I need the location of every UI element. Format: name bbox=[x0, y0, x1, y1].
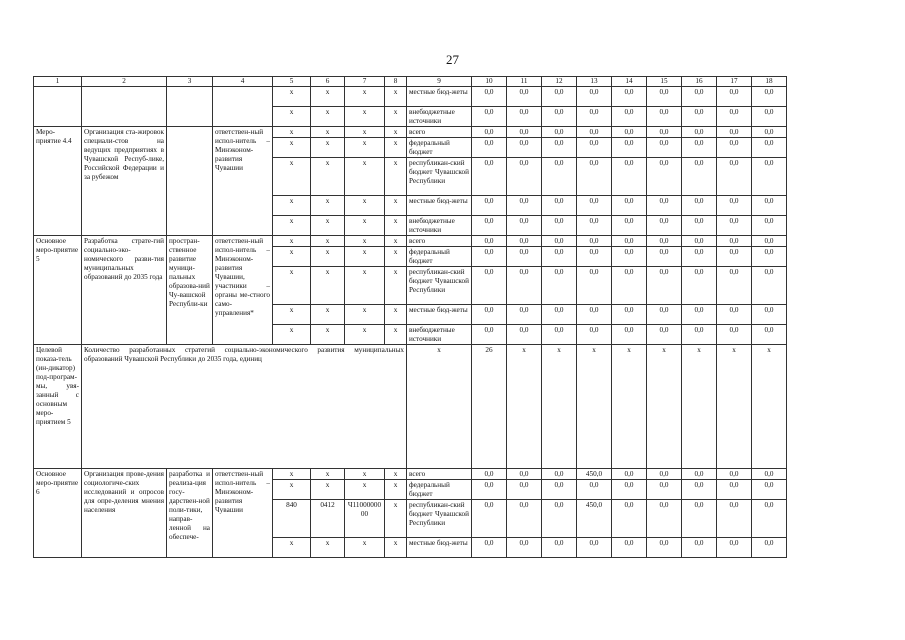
budget-code-type: x bbox=[385, 196, 407, 216]
funding-source: всего bbox=[407, 127, 472, 138]
column-number-row bbox=[34, 77, 787, 87]
funding-value: 0,0 bbox=[472, 196, 507, 216]
funding-value: 0,0 bbox=[542, 305, 577, 325]
funding-value: 0,0 bbox=[577, 538, 612, 558]
funding-value: 0,0 bbox=[507, 107, 542, 127]
funding-value: 0,0 bbox=[577, 158, 612, 196]
funding-value: 0,0 bbox=[752, 538, 787, 558]
indicator-value: x bbox=[717, 345, 752, 469]
budget-code-type: x bbox=[385, 107, 407, 127]
funding-value: 0,0 bbox=[752, 107, 787, 127]
budget-code-type: x bbox=[385, 305, 407, 325]
funding-value: 0,0 bbox=[577, 267, 612, 305]
funding-value: 0,0 bbox=[507, 196, 542, 216]
funding-value: 0,0 bbox=[682, 538, 717, 558]
funding-source: внебюджетные источники bbox=[407, 325, 472, 345]
budget-code-section: x bbox=[311, 538, 345, 558]
funding-value: 0,0 bbox=[682, 216, 717, 236]
funding-value: 0,0 bbox=[507, 469, 542, 480]
event-goal bbox=[167, 127, 213, 236]
budget-code-section: x bbox=[311, 236, 345, 247]
budget-code-type: x bbox=[385, 158, 407, 196]
funding-source: республикан-ский бюджет Чувашской Республики bbox=[407, 500, 472, 538]
budget-code-type: x bbox=[385, 236, 407, 247]
budget-code-section: x bbox=[311, 87, 345, 107]
event-goal bbox=[167, 87, 213, 127]
budget-code-section: x bbox=[311, 469, 345, 480]
funding-value: 0,0 bbox=[682, 500, 717, 538]
funding-value: 0,0 bbox=[682, 138, 717, 158]
event-executor: ответствен-ный испол-нитель – Минэконом-развития Чувашии bbox=[213, 469, 273, 558]
budget-code-type: x bbox=[385, 469, 407, 480]
event-goal: простран-ственное развитие муници-пальных образова-ний Чу-вашской Республи-ки bbox=[167, 236, 213, 345]
funding-value: 0,0 bbox=[542, 469, 577, 480]
funding-value: 0,0 bbox=[542, 236, 577, 247]
funding-value: 0,0 bbox=[717, 538, 752, 558]
funding-value: 0,0 bbox=[752, 247, 787, 267]
funding-value: 0,0 bbox=[717, 480, 752, 500]
indicator-text: Количество разработанных стратегий социально-экономического развития муниципальных образований Чувашской Республики до 2035 года, единиц bbox=[82, 345, 407, 469]
budget-code-type: x bbox=[385, 138, 407, 158]
funding-value: 0,0 bbox=[612, 138, 647, 158]
budget-code-target: x bbox=[345, 236, 385, 247]
funding-value: 0,0 bbox=[717, 87, 752, 107]
funding-value: 0,0 bbox=[647, 469, 682, 480]
budget-code-grbs: x bbox=[273, 107, 311, 127]
budget-code-section: x bbox=[311, 196, 345, 216]
funding-value: 0,0 bbox=[612, 216, 647, 236]
funding-value: 450,0 bbox=[577, 469, 612, 480]
budget-code-section: x bbox=[311, 305, 345, 325]
funding-value: 0,0 bbox=[717, 196, 752, 216]
budget-code-section: x bbox=[311, 127, 345, 138]
funding-value: 0,0 bbox=[752, 216, 787, 236]
table-row bbox=[34, 127, 787, 138]
funding-value: 0,0 bbox=[717, 138, 752, 158]
budget-code-target: x bbox=[345, 305, 385, 325]
funding-value: 0,0 bbox=[682, 107, 717, 127]
funding-value: 0,0 bbox=[612, 469, 647, 480]
funding-value: 0,0 bbox=[507, 236, 542, 247]
funding-value: 0,0 bbox=[612, 538, 647, 558]
funding-value: 0,0 bbox=[752, 87, 787, 107]
budget-code-section: 0412 bbox=[311, 500, 345, 538]
funding-value: 0,0 bbox=[752, 127, 787, 138]
funding-value: 0,0 bbox=[682, 158, 717, 196]
funding-value: 0,0 bbox=[717, 107, 752, 127]
funding-value: 0,0 bbox=[752, 158, 787, 196]
funding-value: 0,0 bbox=[717, 127, 752, 138]
funding-value: 0,0 bbox=[682, 247, 717, 267]
funding-value: 0,0 bbox=[717, 236, 752, 247]
budget-code-grbs: x bbox=[273, 267, 311, 305]
funding-value: 0,0 bbox=[717, 267, 752, 305]
indicator-value: 26 bbox=[472, 345, 507, 469]
funding-value: 0,0 bbox=[682, 87, 717, 107]
event-number: Основное меро-приятие 6 bbox=[34, 469, 82, 558]
funding-source: местные бюд-жеты bbox=[407, 538, 472, 558]
budget-code-type: x bbox=[385, 87, 407, 107]
funding-value: 0,0 bbox=[717, 216, 752, 236]
event-executor: ответствен-ный испол-нитель – Минэконом-развития Чувашии, участники – органы ме-стного само-управления* bbox=[213, 236, 273, 345]
event-executor bbox=[213, 87, 273, 127]
funding-value: 0,0 bbox=[577, 325, 612, 345]
table-row bbox=[34, 236, 787, 247]
budget-code-grbs: x bbox=[273, 158, 311, 196]
funding-value: 0,0 bbox=[752, 236, 787, 247]
funding-value: 0,0 bbox=[682, 127, 717, 138]
funding-value: 0,0 bbox=[682, 267, 717, 305]
funding-value: 0,0 bbox=[647, 500, 682, 538]
event-executor: ответствен-ный испол-нитель – Минэконом-развития Чувашии bbox=[213, 127, 273, 236]
funding-value: 0,0 bbox=[577, 216, 612, 236]
budget-code-target: x bbox=[345, 138, 385, 158]
funding-value: 0,0 bbox=[647, 480, 682, 500]
funding-value: 0,0 bbox=[612, 107, 647, 127]
funding-value: 0,0 bbox=[752, 305, 787, 325]
funding-value: 0,0 bbox=[717, 325, 752, 345]
funding-value: 0,0 bbox=[542, 196, 577, 216]
funding-value: 0,0 bbox=[542, 127, 577, 138]
budget-code-type: x bbox=[385, 538, 407, 558]
budget-code-type: x bbox=[385, 216, 407, 236]
funding-value: 0,0 bbox=[647, 236, 682, 247]
funding-source: всего bbox=[407, 236, 472, 247]
budget-code-grbs: x bbox=[273, 196, 311, 216]
funding-value: 0,0 bbox=[472, 500, 507, 538]
funding-value: 0,0 bbox=[542, 325, 577, 345]
funding-value: 0,0 bbox=[472, 236, 507, 247]
event-name bbox=[82, 87, 167, 127]
funding-value: 0,0 bbox=[647, 305, 682, 325]
budget-code-section: x bbox=[311, 138, 345, 158]
indicator-label: Целевой показа-тель (ин-дикатор) под-програм-мы, увя-занный с основным меро-приятием 5 bbox=[34, 345, 82, 469]
table-row bbox=[34, 469, 787, 480]
budget-code-section: x bbox=[311, 325, 345, 345]
funding-value: 0,0 bbox=[472, 469, 507, 480]
column-number: 17 bbox=[717, 77, 752, 87]
funding-value: 0,0 bbox=[647, 138, 682, 158]
budget-code-grbs: x bbox=[273, 236, 311, 247]
funding-value: 0,0 bbox=[472, 158, 507, 196]
budget-code-target: x bbox=[345, 127, 385, 138]
indicator-value: x bbox=[612, 345, 647, 469]
column-number: 16 bbox=[682, 77, 717, 87]
funding-value: 0,0 bbox=[507, 216, 542, 236]
budget-code-type: x bbox=[385, 267, 407, 305]
funding-value: 0,0 bbox=[752, 500, 787, 538]
funding-value: 0,0 bbox=[682, 469, 717, 480]
funding-value: 0,0 bbox=[647, 247, 682, 267]
budget-code-type: x bbox=[385, 247, 407, 267]
funding-value: 0,0 bbox=[472, 107, 507, 127]
budget-code-target: x bbox=[345, 158, 385, 196]
funding-value: 0,0 bbox=[472, 538, 507, 558]
funding-value: 0,0 bbox=[542, 216, 577, 236]
funding-value: 0,0 bbox=[752, 325, 787, 345]
funding-value: 0,0 bbox=[717, 500, 752, 538]
funding-source: местные бюд-жеты bbox=[407, 305, 472, 325]
column-number: 14 bbox=[612, 77, 647, 87]
funding-value: 0,0 bbox=[577, 480, 612, 500]
funding-value: 0,0 bbox=[647, 107, 682, 127]
funding-value: 0,0 bbox=[507, 325, 542, 345]
budget-code-target: x bbox=[345, 480, 385, 500]
funding-source: внебюджетные источники bbox=[407, 216, 472, 236]
budget-code-section: x bbox=[311, 158, 345, 196]
event-name: Организация ста-жировок специали-стов на ведущих предприятиях в Чувашской Респуб-лике, Российской Федерации и за рубежом bbox=[82, 127, 167, 236]
funding-value: 0,0 bbox=[507, 305, 542, 325]
column-number: 2 bbox=[82, 77, 167, 87]
funding-value: 0,0 bbox=[472, 138, 507, 158]
funding-value: 0,0 bbox=[472, 127, 507, 138]
budget-code-section: x bbox=[311, 216, 345, 236]
column-number: 8 bbox=[385, 77, 407, 87]
budget-code-section: x bbox=[311, 107, 345, 127]
column-number: 11 bbox=[507, 77, 542, 87]
indicator-value: x bbox=[752, 345, 787, 469]
indicator-value: x bbox=[542, 345, 577, 469]
funding-value: 0,0 bbox=[682, 480, 717, 500]
funding-value: 0,0 bbox=[507, 538, 542, 558]
funding-value: 0,0 bbox=[717, 469, 752, 480]
funding-value: 0,0 bbox=[612, 236, 647, 247]
funding-value: 0,0 bbox=[752, 469, 787, 480]
event-goal: разработка и реализа-ция госу-дарствен-ной поли-тики, направ-ленной на обеспече- bbox=[167, 469, 213, 558]
funding-value: 0,0 bbox=[647, 325, 682, 345]
funding-value: 0,0 bbox=[577, 236, 612, 247]
funding-value: 0,0 bbox=[612, 127, 647, 138]
funding-value: 0,0 bbox=[507, 267, 542, 305]
column-number: 5 bbox=[273, 77, 311, 87]
funding-value: 0,0 bbox=[612, 325, 647, 345]
funding-value: 0,0 bbox=[542, 247, 577, 267]
budget-code-target: x bbox=[345, 267, 385, 305]
event-number: Основное меро-приятие 5 bbox=[34, 236, 82, 345]
event-number: Меро-приятие 4.4 bbox=[34, 127, 82, 236]
column-number: 12 bbox=[542, 77, 577, 87]
budget-code-target: x bbox=[345, 469, 385, 480]
funding-value: 0,0 bbox=[472, 480, 507, 500]
column-number: 6 bbox=[311, 77, 345, 87]
page-number: 27 bbox=[446, 52, 459, 67]
column-number: 1 bbox=[34, 77, 82, 87]
funding-value: 0,0 bbox=[472, 267, 507, 305]
table-row bbox=[34, 87, 787, 107]
funding-source: федеральный бюджет bbox=[407, 247, 472, 267]
funding-value: 0,0 bbox=[752, 138, 787, 158]
budget-code-grbs: x bbox=[273, 138, 311, 158]
budget-code-target: x bbox=[345, 196, 385, 216]
funding-source: федеральный бюджет bbox=[407, 138, 472, 158]
funding-value: 0,0 bbox=[507, 87, 542, 107]
budget-code-section: x bbox=[311, 267, 345, 305]
budget-code-section: x bbox=[311, 247, 345, 267]
funding-value: 0,0 bbox=[507, 500, 542, 538]
funding-value: 0,0 bbox=[577, 305, 612, 325]
funding-value: 0,0 bbox=[717, 305, 752, 325]
funding-value: 0,0 bbox=[472, 87, 507, 107]
funding-value: 0,0 bbox=[507, 158, 542, 196]
column-number: 18 bbox=[752, 77, 787, 87]
funding-value: 0,0 bbox=[717, 247, 752, 267]
funding-source: республикан-ский бюджет Чувашской Республики bbox=[407, 267, 472, 305]
budget-code-target: Ч11000000 00 bbox=[345, 500, 385, 538]
funding-value: 0,0 bbox=[472, 216, 507, 236]
budget-code-grbs: x bbox=[273, 127, 311, 138]
funding-value: 0,0 bbox=[577, 138, 612, 158]
column-number: 15 bbox=[647, 77, 682, 87]
budget-code-grbs: x bbox=[273, 87, 311, 107]
budget-code-type: x bbox=[385, 325, 407, 345]
funding-value: 0,0 bbox=[647, 87, 682, 107]
funding-value: 0,0 bbox=[542, 480, 577, 500]
funding-value: 0,0 bbox=[682, 325, 717, 345]
funding-value: 0,0 bbox=[542, 138, 577, 158]
funding-value: 0,0 bbox=[542, 267, 577, 305]
budget-code-type: x bbox=[385, 127, 407, 138]
funding-value: 0,0 bbox=[542, 538, 577, 558]
funding-source: федеральный бюджет bbox=[407, 480, 472, 500]
funding-value: 0,0 bbox=[507, 127, 542, 138]
budget-code-target: x bbox=[345, 325, 385, 345]
column-number: 3 bbox=[167, 77, 213, 87]
funding-value: 0,0 bbox=[717, 158, 752, 196]
funding-value: 0,0 bbox=[612, 87, 647, 107]
funding-value: 0,0 bbox=[612, 196, 647, 216]
event-number bbox=[34, 87, 82, 127]
budget-code-grbs: 840 bbox=[273, 500, 311, 538]
funding-source: всего bbox=[407, 469, 472, 480]
column-number: 9 bbox=[407, 77, 472, 87]
funding-value: 0,0 bbox=[647, 196, 682, 216]
funding-value: 0,0 bbox=[647, 127, 682, 138]
budget-code-target: x bbox=[345, 107, 385, 127]
column-number: 10 bbox=[472, 77, 507, 87]
budget-code-grbs: x bbox=[273, 538, 311, 558]
column-number: 13 bbox=[577, 77, 612, 87]
budget-code-grbs: x bbox=[273, 247, 311, 267]
budget-code-target: x bbox=[345, 216, 385, 236]
funding-value: 0,0 bbox=[542, 107, 577, 127]
funding-value: 0,0 bbox=[577, 107, 612, 127]
funding-value: 0,0 bbox=[507, 480, 542, 500]
funding-value: 0,0 bbox=[577, 247, 612, 267]
funding-value: 0,0 bbox=[507, 247, 542, 267]
indicator-value: x bbox=[507, 345, 542, 469]
funding-value: 0,0 bbox=[577, 127, 612, 138]
funding-value: 0,0 bbox=[612, 480, 647, 500]
funding-value: 0,0 bbox=[542, 87, 577, 107]
indicator-value: x bbox=[577, 345, 612, 469]
funding-value: 0,0 bbox=[682, 236, 717, 247]
funding-value: 0,0 bbox=[752, 196, 787, 216]
funding-source: местные бюд-жеты bbox=[407, 196, 472, 216]
funding-value: 0,0 bbox=[752, 480, 787, 500]
funding-value: 0,0 bbox=[752, 267, 787, 305]
budget-code-grbs: x bbox=[273, 325, 311, 345]
funding-value: 0,0 bbox=[682, 196, 717, 216]
column-number: 7 bbox=[345, 77, 385, 87]
funding-value: 0,0 bbox=[577, 87, 612, 107]
budget-code-target: x bbox=[345, 247, 385, 267]
funding-value: 0,0 bbox=[577, 196, 612, 216]
budget-code-grbs: x bbox=[273, 216, 311, 236]
funding-value: 0,0 bbox=[647, 158, 682, 196]
funding-value: 450,0 bbox=[577, 500, 612, 538]
funding-source: внебюджетные источники bbox=[407, 107, 472, 127]
funding-source: республикан-ский бюджет Чувашской Республики bbox=[407, 158, 472, 196]
funding-value: 0,0 bbox=[682, 305, 717, 325]
funding-value: 0,0 bbox=[612, 305, 647, 325]
funding-value: 0,0 bbox=[647, 216, 682, 236]
event-name: Организация прове-дения социологиче-ских исследований и опросов для опре-деления мнения населения bbox=[82, 469, 167, 558]
budget-code-grbs: x bbox=[273, 305, 311, 325]
funding-value: 0,0 bbox=[612, 267, 647, 305]
budget-code-grbs: x bbox=[273, 480, 311, 500]
budget-code-section: x bbox=[311, 480, 345, 500]
event-name: Разработка страте-гий социально-эко-номического разви-тия муниципальных образований до 2035 года bbox=[82, 236, 167, 345]
budget-code-type: x bbox=[385, 500, 407, 538]
funding-value: 0,0 bbox=[647, 267, 682, 305]
funding-value: 0,0 bbox=[472, 325, 507, 345]
indicator-value: x bbox=[647, 345, 682, 469]
funding-value: 0,0 bbox=[507, 138, 542, 158]
funding-value: 0,0 bbox=[472, 305, 507, 325]
funding-source: местные бюд-жеты bbox=[407, 87, 472, 107]
indicator-row bbox=[34, 345, 787, 469]
funding-value: 0,0 bbox=[542, 500, 577, 538]
budget-table bbox=[33, 76, 787, 558]
funding-value: 0,0 bbox=[542, 158, 577, 196]
budget-code-target: x bbox=[345, 87, 385, 107]
funding-value: 0,0 bbox=[612, 247, 647, 267]
indicator-value: x bbox=[682, 345, 717, 469]
column-number: 4 bbox=[213, 77, 273, 87]
indicator-x: x bbox=[407, 345, 472, 469]
funding-value: 0,0 bbox=[612, 158, 647, 196]
funding-value: 0,0 bbox=[612, 500, 647, 538]
budget-code-grbs: x bbox=[273, 469, 311, 480]
budget-code-type: x bbox=[385, 480, 407, 500]
funding-value: 0,0 bbox=[472, 247, 507, 267]
funding-value: 0,0 bbox=[647, 538, 682, 558]
budget-code-target: x bbox=[345, 538, 385, 558]
